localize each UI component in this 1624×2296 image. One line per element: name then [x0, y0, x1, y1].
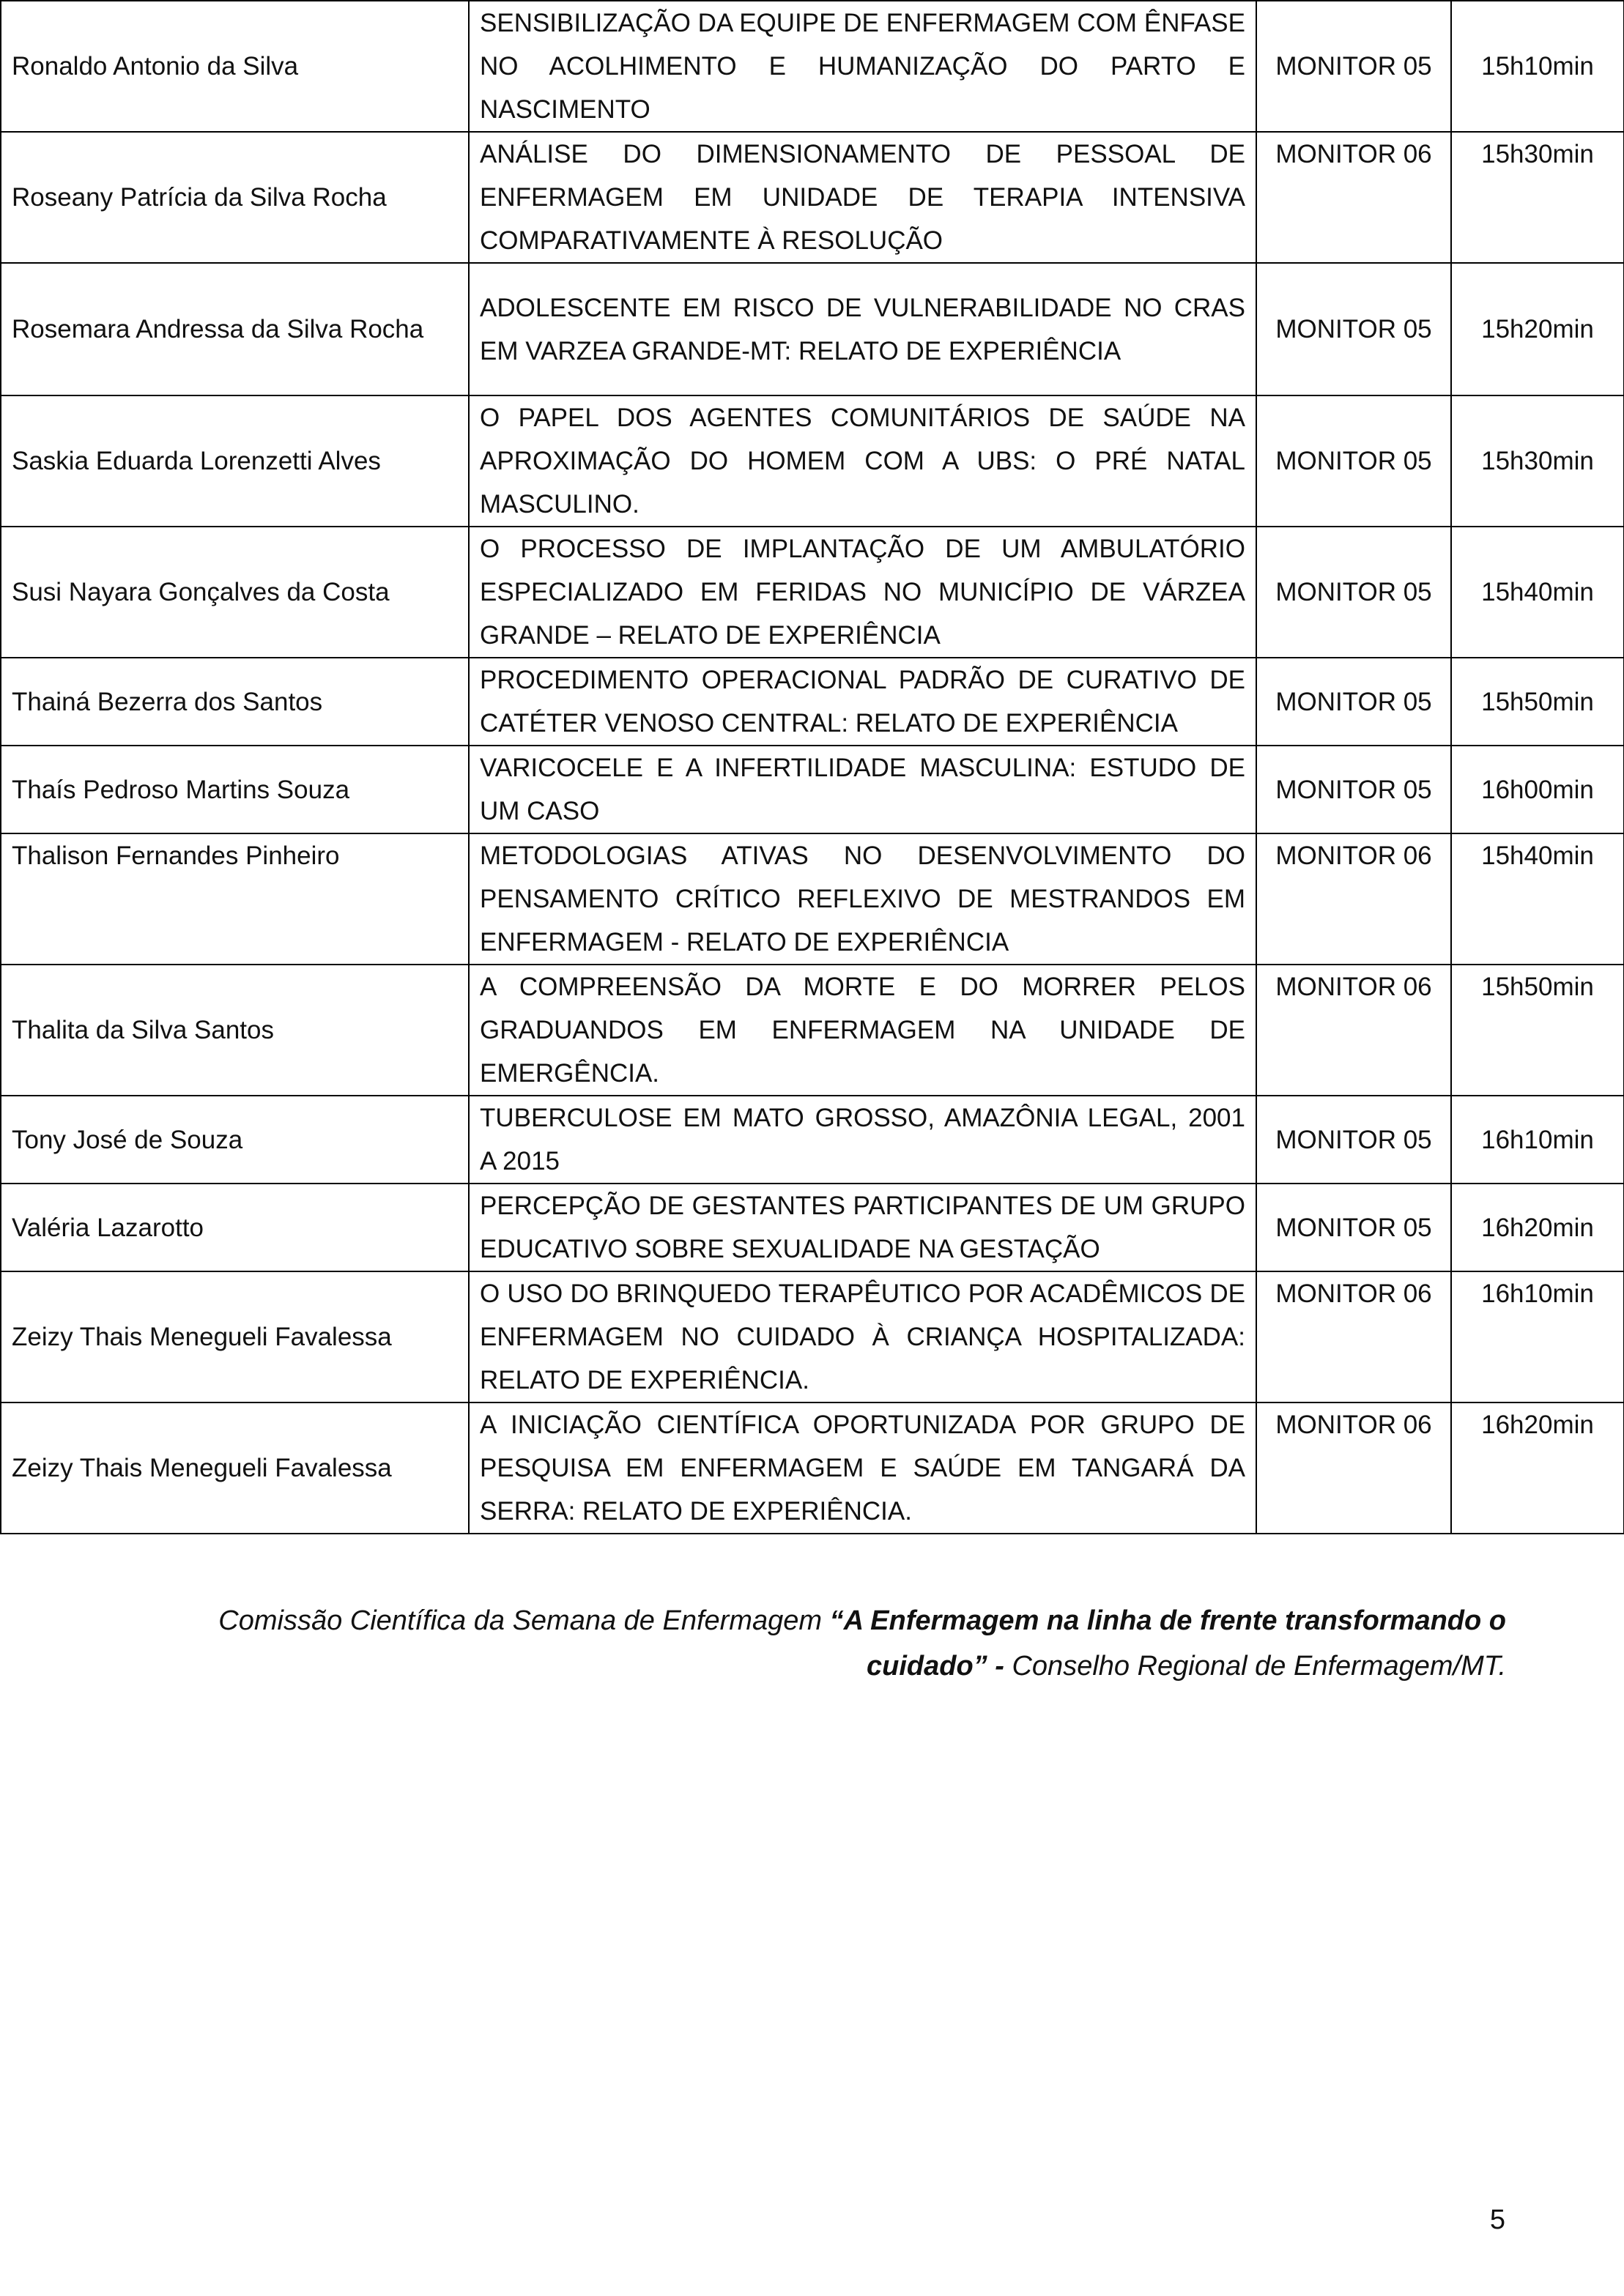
table-row: [1, 1271, 1624, 1403]
author-name: Saskia Eduarda Lorenzetti Alves: [1, 395, 469, 527]
monitor-label: MONITOR 06: [1256, 965, 1451, 1096]
time-slot: 15h40min: [1451, 527, 1624, 658]
table-row: [1, 833, 1624, 965]
monitor-label: MONITOR 06: [1256, 833, 1451, 965]
work-title: O USO DO BRINQUEDO TERAPÊUTICO POR ACADÊMICOS DE ENFERMAGEM NO CUIDADO À CRIANÇA HOSPITALIZADA: RELATO DE EXPERIÊNCIA.: [469, 1271, 1256, 1403]
monitor-label: MONITOR 06: [1256, 1271, 1451, 1403]
monitor-label: MONITOR 05: [1256, 1096, 1451, 1184]
monitor-label: MONITOR 05: [1256, 658, 1451, 746]
work-title: O PAPEL DOS AGENTES COMUNITÁRIOS DE SAÚDE NA APROXIMAÇÃO DO HOMEM COM A UBS: O PRÉ NATAL MASCULINO.: [469, 395, 1256, 527]
table-row: [1, 658, 1624, 746]
work-title: SENSIBILIZAÇÃO DA EQUIPE DE ENFERMAGEM COM ÊNFASE NO ACOLHIMENTO E HUMANIZAÇÃO DO PARTO E NASCIMENTO: [469, 1, 1256, 132]
work-title: ANÁLISE DO DIMENSIONAMENTO DE PESSOAL DE ENFERMAGEM EM UNIDADE DE TERAPIA INTENSIVA COMPARATIVAMENTE À RESOLUÇÃO: [469, 132, 1256, 263]
author-name: Thalison Fernandes Pinheiro: [1, 833, 469, 965]
work-title: A COMPREENSÃO DA MORTE E DO MORRER PELOS GRADUANDOS EM ENFERMAGEM NA UNIDADE DE EMERGÊNCIA.: [469, 965, 1256, 1096]
monitor-label: MONITOR 05: [1256, 263, 1451, 395]
author-name: Zeizy Thais Menegueli Favalessa: [1, 1271, 469, 1403]
time-slot: 16h20min: [1451, 1403, 1624, 1534]
monitor-label: MONITOR 06: [1256, 132, 1451, 263]
table-row: [1, 395, 1624, 527]
time-slot: 16h10min: [1451, 1096, 1624, 1184]
page-number: 5: [1489, 2204, 1505, 2235]
time-slot: 15h40min: [1451, 833, 1624, 965]
monitor-label: MONITOR 05: [1256, 1184, 1451, 1271]
work-title: ADOLESCENTE EM RISCO DE VULNERABILIDADE NO CRAS EM VARZEA GRANDE-MT: RELATO DE EXPERIÊNCIA: [469, 263, 1256, 395]
author-name: Zeizy Thais Menegueli Favalessa: [1, 1403, 469, 1534]
work-title: TUBERCULOSE EM MATO GROSSO, AMAZÔNIA LEGAL, 2001 A 2015: [469, 1096, 1256, 1184]
time-slot: 15h50min: [1451, 965, 1624, 1096]
table-row: [1, 1184, 1624, 1271]
time-slot: 15h10min: [1451, 1, 1624, 132]
work-title: O PROCESSO DE IMPLANTAÇÃO DE UM AMBULATÓRIO ESPECIALIZADO EM FERIDAS NO MUNICÍPIO DE VÁRZEA GRANDE – RELATO DE EXPERIÊNCIA: [469, 527, 1256, 658]
author-name: Thainá Bezerra dos Santos: [1, 658, 469, 746]
time-slot: 16h00min: [1451, 746, 1624, 833]
table-row: [1, 263, 1624, 395]
work-title: PROCEDIMENTO OPERACIONAL PADRÃO DE CURATIVO DE CATÉTER VENOSO CENTRAL: RELATO DE EXPERIÊNCIA: [469, 658, 1256, 746]
time-slot: 16h10min: [1451, 1271, 1624, 1403]
table-row: [1, 1096, 1624, 1184]
author-name: Thalita da Silva Santos: [1, 965, 469, 1096]
work-title: METODOLOGIAS ATIVAS NO DESENVOLVIMENTO DO PENSAMENTO CRÍTICO REFLEXIVO DE MESTRANDOS EM ENFERMAGEM - RELATO DE EXPERIÊNCIA: [469, 833, 1256, 965]
table-row: [1, 1, 1624, 132]
table-row: [1, 965, 1624, 1096]
monitor-label: MONITOR 06: [1256, 1403, 1451, 1534]
table-row: [1, 1403, 1624, 1534]
table-row: [1, 132, 1624, 263]
author-name: Susi Nayara Gonçalves da Costa: [1, 527, 469, 658]
monitor-label: MONITOR 05: [1256, 746, 1451, 833]
author-name: Ronaldo Antonio da Silva: [1, 1, 469, 132]
author-name: Valéria Lazarotto: [1, 1184, 469, 1271]
author-name: Thaís Pedroso Martins Souza: [1, 746, 469, 833]
footer-event-title: “A Enfermagem na linha de frente transformando o cuidado” -: [829, 1605, 1506, 1682]
author-name: Roseany Patrícia da Silva Rocha: [1, 132, 469, 263]
monitor-label: MONITOR 05: [1256, 1, 1451, 132]
time-slot: 15h30min: [1451, 395, 1624, 527]
time-slot: 15h50min: [1451, 658, 1624, 746]
footer-prefix: Comissão Científica da Semana de Enfermagem: [218, 1605, 830, 1636]
footer-suffix: Conselho Regional de Enfermagem/MT.: [1004, 1651, 1506, 1682]
time-slot: 15h20min: [1451, 263, 1624, 395]
author-name: Rosemara Andressa da Silva Rocha: [1, 263, 469, 395]
monitor-label: MONITOR 05: [1256, 395, 1451, 527]
work-title: PERCEPÇÃO DE GESTANTES PARTICIPANTES DE UM GRUPO EDUCATIVO SOBRE SEXUALIDADE NA GESTAÇÃO: [469, 1184, 1256, 1271]
time-slot: 15h30min: [1451, 132, 1624, 263]
work-title: A INICIAÇÃO CIENTÍFICA OPORTUNIZADA POR GRUPO DE PESQUISA EM ENFERMAGEM E SAÚDE EM TANGARÁ DA SERRA: RELATO DE EXPERIÊNCIA.: [469, 1403, 1256, 1534]
table-row: [1, 527, 1624, 658]
time-slot: 16h20min: [1451, 1184, 1624, 1271]
monitor-label: MONITOR 05: [1256, 527, 1451, 658]
work-title: VARICOCELE E A INFERTILIDADE MASCULINA: ESTUDO DE UM CASO: [469, 746, 1256, 833]
author-name: Tony José de Souza: [1, 1096, 469, 1184]
footer-credit: [129, 1598, 1506, 1689]
table-row: [1, 746, 1624, 833]
